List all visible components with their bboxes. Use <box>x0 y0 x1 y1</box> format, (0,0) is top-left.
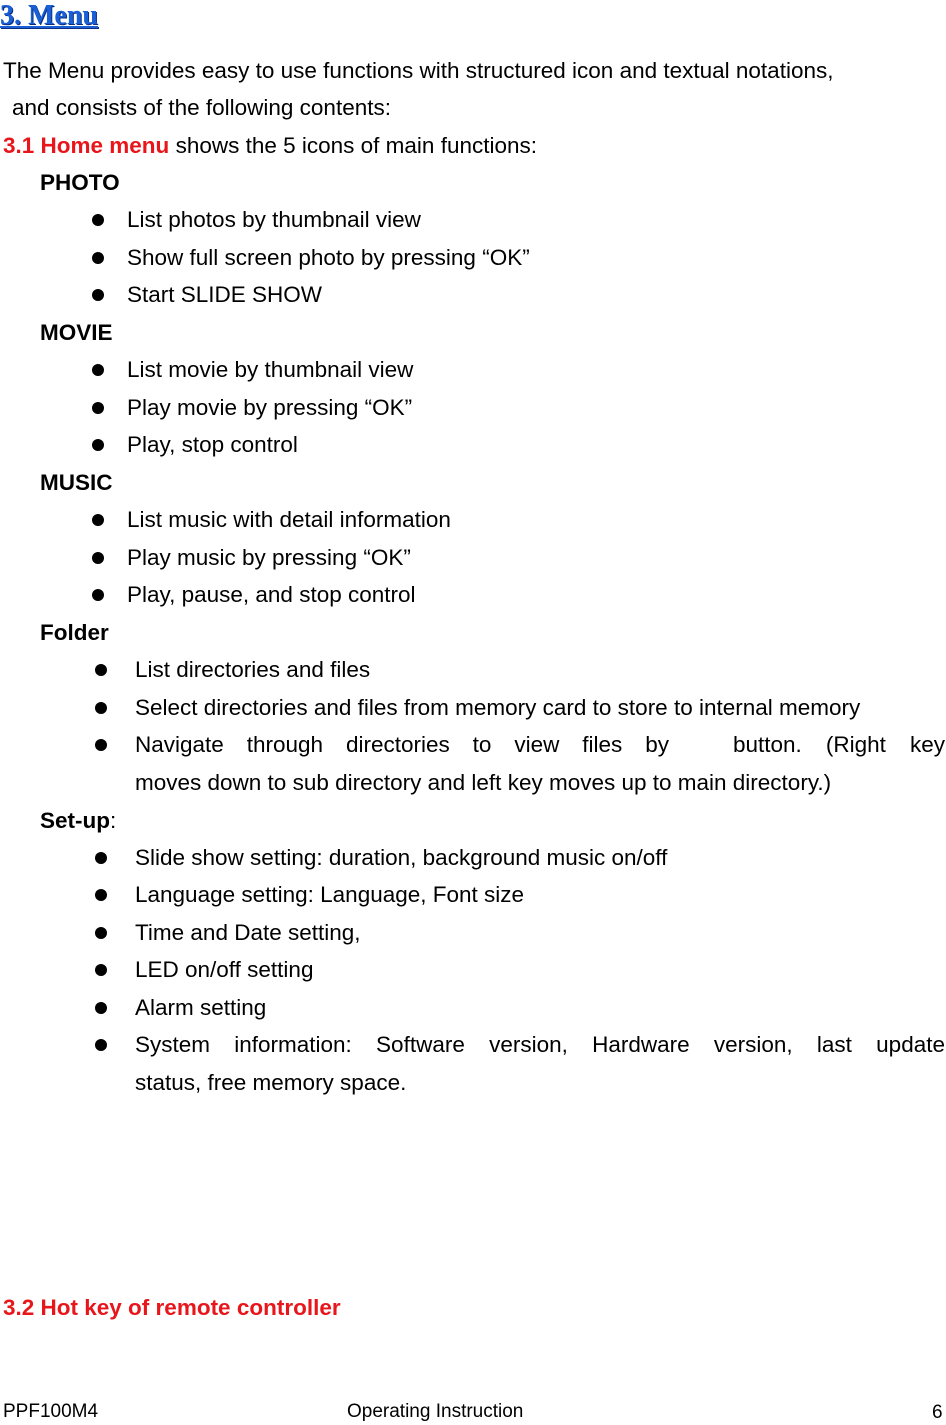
bullet-icon <box>95 1039 107 1051</box>
list-item: System information: Software version, Hardware version, last update <box>135 1032 945 1057</box>
intro-line-1: The Menu provides easy to use functions with structured icon and textual notations, <box>3 58 834 83</box>
list-item: Slide show setting: duration, background music on/off <box>135 845 668 870</box>
setup-heading: Set-up <box>40 808 110 833</box>
bullet-icon <box>92 514 104 526</box>
list-item: Alarm setting <box>135 995 267 1020</box>
list-item: Navigate through directories to view files by <box>135 732 669 757</box>
list-item: Time and Date setting, <box>135 920 361 945</box>
bullet-icon <box>95 664 107 676</box>
footer-doc-title: Operating Instruction <box>347 1401 524 1422</box>
list-item-continuation: moves down to sub directory and left key moves up to main directory.) <box>135 770 832 795</box>
folder-heading: Folder <box>40 620 109 645</box>
bullet-icon <box>92 252 104 264</box>
setup-colon: : <box>110 808 117 833</box>
list-item: Play, stop control <box>127 432 298 457</box>
bullet-icon <box>92 289 104 301</box>
home-menu-line <box>3 133 537 159</box>
bullet-icon <box>95 702 107 714</box>
bullet-icon <box>95 927 107 939</box>
music-heading: MUSIC <box>40 470 113 495</box>
home-menu-description: shows the 5 icons of main functions: <box>169 133 538 158</box>
list-item: List photos by thumbnail view <box>127 207 421 232</box>
list-item: Play, pause, and stop control <box>127 582 416 607</box>
photo-heading: PHOTO <box>40 170 120 195</box>
movie-heading: MOVIE <box>40 320 113 345</box>
list-item: Start SLIDE SHOW <box>127 282 323 307</box>
list-item: List directories and files <box>135 657 371 682</box>
list-item: Play movie by pressing “OK” <box>127 395 413 420</box>
list-item: LED on/off setting <box>135 957 314 982</box>
intro-line-2: and consists of the following contents: <box>12 95 391 120</box>
bullet-icon <box>92 364 104 376</box>
bullet-icon <box>92 214 104 226</box>
home-menu-number: 3.1 Home menu <box>3 133 170 158</box>
section-title: 3. Menu <box>0 0 98 31</box>
bullet-icon <box>95 964 107 976</box>
hotkey-section-title: 3.2 Hot key of remote controller <box>3 1295 341 1320</box>
bullet-icon <box>95 1002 107 1014</box>
list-item: Language setting: Language, Font size <box>135 882 525 907</box>
list-item: List music with detail information <box>127 507 451 532</box>
footer-page-number: 6 <box>932 1402 943 1423</box>
footer-model: PPF100M4 <box>3 1401 99 1422</box>
setup-heading-line <box>40 808 116 834</box>
list-item: Show full screen photo by pressing “OK” <box>127 245 530 270</box>
list-item: List movie by thumbnail view <box>127 357 414 382</box>
bullet-icon <box>95 889 107 901</box>
list-item-continuation: status, free memory space. <box>135 1070 407 1095</box>
bullet-icon <box>92 402 104 414</box>
bullet-icon <box>92 589 104 601</box>
list-item: Play music by pressing “OK” <box>127 545 411 570</box>
bullet-icon <box>92 439 104 451</box>
list-item: Select directories and files from memory card to store to internal memory <box>135 695 861 720</box>
bullet-icon <box>92 552 104 564</box>
list-item-continuation: button. (Right key <box>733 732 945 757</box>
bullet-icon <box>95 739 107 751</box>
bullet-icon <box>95 852 107 864</box>
